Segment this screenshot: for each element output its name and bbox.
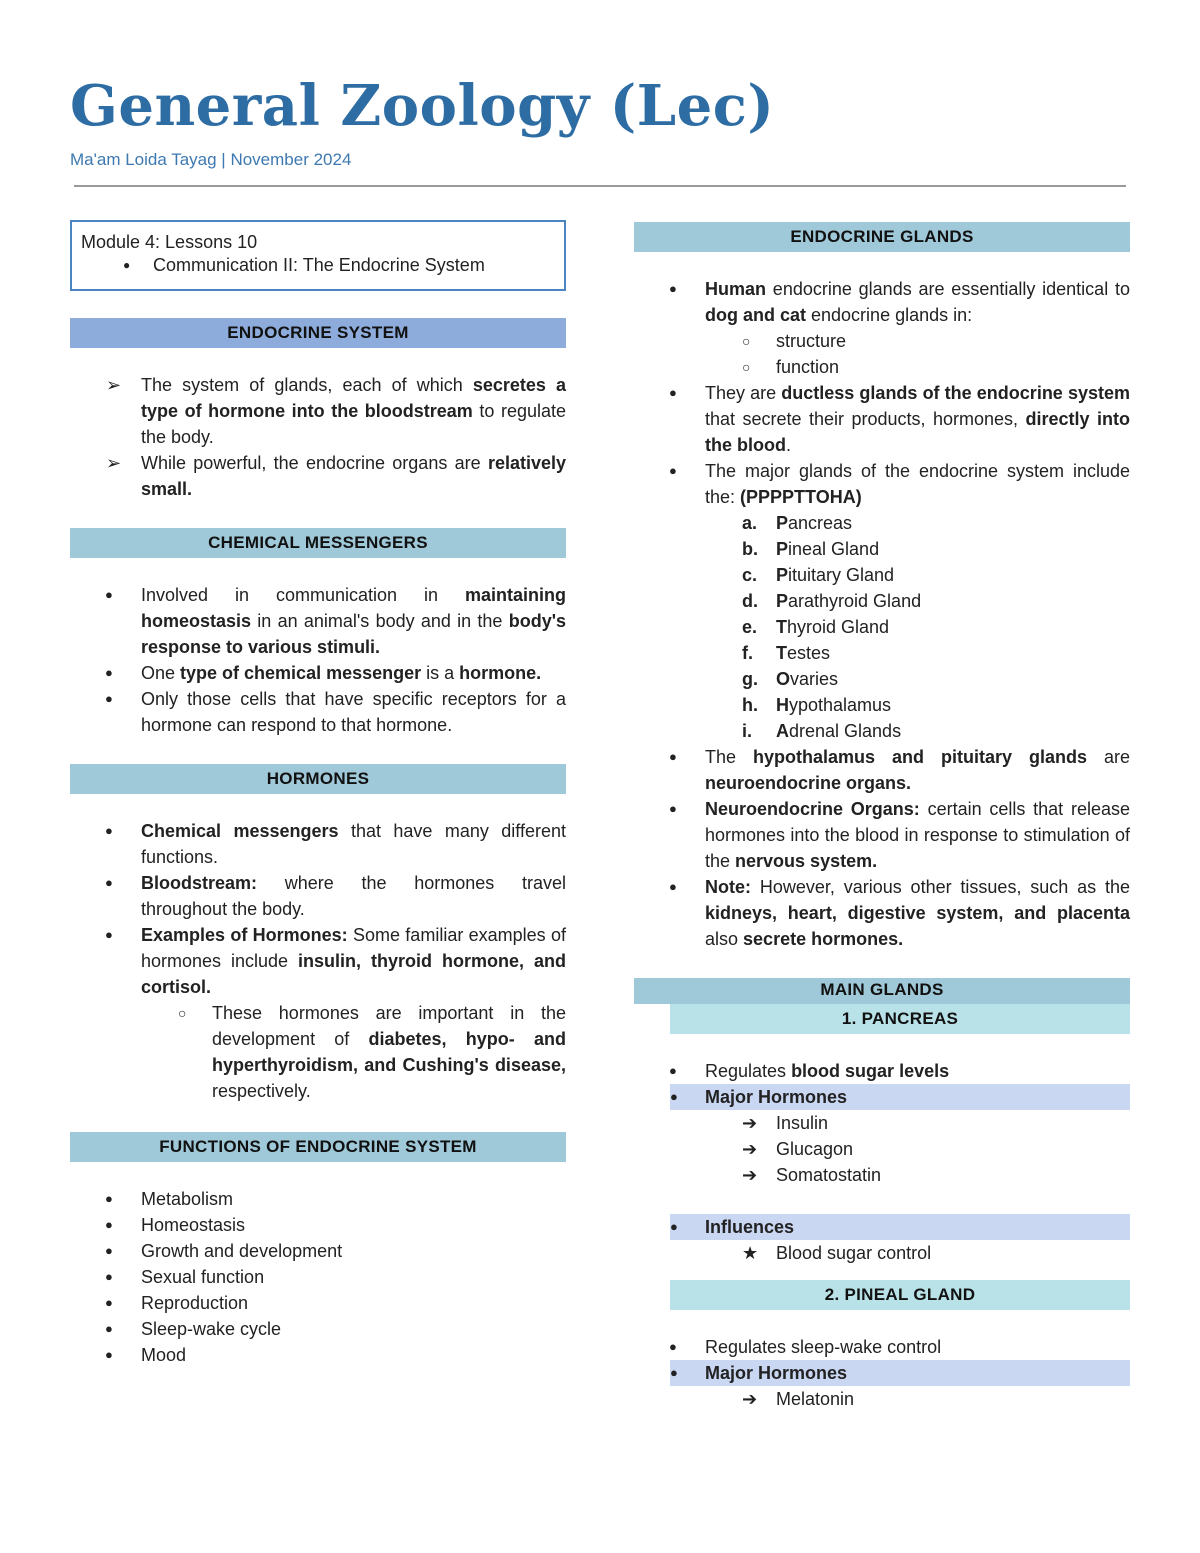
gland-initial: H [776,695,789,715]
list-item [70,686,566,738]
section-heading-endocrine-glands: ENDOCRINE GLANDS [634,222,1130,252]
list-item-text: Metabolism [141,1189,234,1209]
gland-item [634,614,1130,640]
subheading-pancreas: 1. PANCREAS [670,1004,1130,1034]
module-box [70,220,566,291]
document-title: General Zoology (Lec) [70,73,775,139]
list-item [70,870,566,922]
list-item [634,380,1130,458]
bullet-icon: ● [670,1089,678,1104]
list-item-text: Regulates blood sugar levels [705,1061,950,1081]
module-topic-text: Communication II: The Endocrine System [153,255,485,275]
bullet-icon: ● [105,1191,113,1206]
bullet-icon: ● [670,1365,678,1380]
list-item [70,450,566,502]
subheading-pineal-gland: 2. PINEAL GLAND [670,1280,1130,1310]
list-item-text: Examples of Hormones: Some familiar examples of hormones include insulin, thyroid hormone, and cortisol. [141,925,566,997]
endocrine-glands-sublist [634,328,1130,380]
gland-letter: g. [742,669,758,689]
list-item [634,1110,1130,1136]
list-item-text: structure [776,331,847,351]
arrowhead-icon: ➢ [106,453,122,473]
list-item-text: Mood [141,1345,187,1365]
gland-name-rest: ineal Gland [788,539,880,559]
gland-initial: A [776,721,789,741]
module-topic [81,254,556,277]
endocrine-glands-list-3 [634,744,1130,952]
list-item-text: While powerful, the endocrine organs are relatively small. [141,453,566,499]
gland-name-rest: ituitary Gland [788,565,895,585]
list-item [70,818,566,870]
gland-item [634,692,1130,718]
list-item-major-hormones [670,1360,1130,1386]
list-item-text: Bloodstream: where the hormones travel throughout the body. [141,873,566,919]
section-heading-endocrine-system: ENDOCRINE SYSTEM [70,318,566,348]
list-item-text: Sleep-wake cycle [141,1319,282,1339]
gland-initial: P [776,591,789,611]
left-column [70,220,566,1368]
arrow-right-icon: ➔ [742,1389,758,1409]
gland-letter: f. [742,643,753,663]
list-item-text: function [776,357,840,377]
list-item [634,458,1130,510]
endocrine-system-list [70,372,566,502]
list-item [70,1290,566,1316]
major-hormones-label: Major Hormones [705,1087,848,1107]
list-item [70,1212,566,1238]
bullet-icon: ● [105,1217,113,1232]
list-item-text: Blood sugar control [776,1243,932,1263]
hollow-bullet-icon: ○ [742,359,751,375]
list-item-text: Only those cells that have specific receptors for a hormone can respond to that hormone. [141,689,566,735]
list-item-text: The system of glands, each of which secretes a type of hormone into the bloodstream to regulate the body. [141,375,566,447]
bullet-icon: ● [105,1295,113,1310]
bullet-icon: ● [105,587,113,602]
module-label: Module 4: Lessons 10 [81,232,258,252]
gland-letter: a. [742,513,758,533]
gland-item [634,536,1130,562]
list-item-text: Neuroendocrine Organs: certain cells that release hormones into the blood in response to stimulation of the nervous system. [705,799,1130,871]
gland-letter: b. [742,539,758,559]
gland-item [634,562,1130,588]
gland-initial: P [776,539,789,559]
bullet-icon: ● [669,749,677,764]
list-item [634,1386,1130,1412]
list-item-text: Homeostasis [141,1215,246,1235]
right-column [634,222,1130,1412]
list-item-text: One type of chemical messenger is a hormone. [141,663,542,683]
gland-initial: O [776,669,791,689]
bullet-icon: ● [105,1321,113,1336]
pineal-list [634,1334,1130,1386]
gland-letter: h. [742,695,758,715]
list-item-text: The hypothalamus and pituitary glands are neuroendocrine organs. [705,747,1130,793]
list-item [70,1316,566,1342]
list-item-major-hormones [670,1084,1130,1110]
list-item-text: Involved in communication in maintaining homeostasis in an animal's body and in the body's response to various stimuli. [141,585,566,657]
list-item-text: Melatonin [776,1389,855,1409]
bullet-icon: ● [669,463,677,478]
list-item-text: Human endocrine glands are essentially identical to dog and cat endocrine glands in: [705,279,1130,325]
bullet-icon: ● [105,927,113,942]
list-item-text: Sexual function [141,1267,265,1287]
list-item-text: Note: However, various other tissues, such as the kidneys, heart, digestive system, and placenta also secrete hormones. [705,877,1130,949]
bullet-icon: ● [670,1219,678,1234]
gland-name-rest: ypothalamus [789,695,892,715]
list-item [634,354,1130,380]
list-item [634,1162,1130,1188]
endocrine-glands-list [634,276,1130,328]
bullet-icon: ● [105,875,113,890]
bullet-icon: ● [105,691,113,706]
list-item [634,276,1130,328]
list-item [70,922,566,1000]
list-item [634,1334,1130,1360]
gland-letter: d. [742,591,758,611]
major-glands-list [634,510,1130,744]
section-heading-hormones: HORMONES [70,764,566,794]
endocrine-glands-list-2 [634,380,1130,510]
bullet-icon: ● [105,1269,113,1284]
section-heading-functions: FUNCTIONS OF ENDOCRINE SYSTEM [70,1132,566,1162]
list-item-influences [670,1214,1130,1240]
hormones-list [70,818,566,1000]
list-item [70,660,566,686]
gland-item [634,640,1130,666]
functions-list [70,1186,566,1368]
pineal-hormones-list [634,1386,1130,1412]
pancreas-hormones-list [634,1110,1130,1188]
star-icon: ★ [742,1243,759,1263]
title-divider [74,185,1126,187]
bullet-icon: ● [669,1063,677,1078]
list-item-text: Reproduction [141,1293,249,1313]
gland-item [634,718,1130,744]
pancreas-influences-list [634,1214,1130,1240]
pancreas-list [634,1058,1130,1110]
gland-letter: i. [742,721,753,741]
bullet-icon: ● [105,823,113,838]
list-item [634,1240,1130,1266]
list-item [70,1238,566,1264]
gland-name-rest: varies [790,669,839,689]
bullet-icon: ● [105,1347,113,1362]
hollow-bullet-icon: ○ [178,1005,187,1021]
bullet-icon: ● [105,665,113,680]
gland-letter: c. [742,565,758,585]
gland-name-rest: drenal Glands [789,721,902,741]
influences-sublist [634,1240,1130,1266]
list-item-text: Insulin [776,1113,829,1133]
list-item [70,582,566,660]
gland-name-rest: arathyroid Gland [788,591,922,611]
list-item-text: Glucagon [776,1139,854,1159]
gland-name-rest: hyroid Gland [787,617,890,637]
hormones-sublist [70,1000,566,1104]
list-item [634,1136,1130,1162]
gland-initial: P [776,513,789,533]
gland-name-rest: estes [787,643,831,663]
list-item-text: Somatostatin [776,1165,882,1185]
document-subtitle: Ma'am Loida Tayag | November 2024 [70,150,352,169]
bullet-icon: ● [669,385,677,400]
list-item [634,328,1130,354]
list-item-text: Regulates sleep-wake control [705,1337,942,1357]
gland-name-rest: ancreas [788,513,853,533]
list-item-text: They are ductless glands of the endocrine system that secrete their products, hormones, directly into the blood. [705,383,1131,455]
arrow-right-icon: ➔ [742,1113,758,1133]
list-item [70,1342,566,1368]
bullet-icon: ● [669,801,677,816]
list-item-text: Growth and development [141,1241,343,1261]
gland-initial: T [776,617,787,637]
list-item [634,744,1130,796]
chemical-messengers-list [70,582,566,738]
arrow-right-icon: ➔ [742,1165,758,1185]
major-hormones-label: Major Hormones [705,1363,848,1383]
bullet-icon: ● [669,281,677,296]
list-item [634,796,1130,874]
gland-item [634,666,1130,692]
bullet-icon: ● [105,1243,113,1258]
list-item [634,1058,1130,1084]
list-item-text: The major glands of the endocrine system include the: (PPPPTTOHA) [705,461,1130,507]
gland-initial: T [776,643,787,663]
bullet-icon: ● [669,1339,677,1354]
list-item [70,372,566,450]
influences-label: Influences [705,1217,795,1237]
bullet-icon: ● [669,879,677,894]
list-item [70,1000,566,1104]
section-heading-main-glands: MAIN GLANDS [634,978,1130,1004]
list-item [634,874,1130,952]
section-heading-chemical-messengers: CHEMICAL MESSENGERS [70,528,566,558]
list-item-text: Chemical messengers that have many different functions. [141,821,566,867]
gland-item [634,588,1130,614]
list-item [70,1186,566,1212]
arrow-right-icon: ➔ [742,1139,758,1159]
gland-item [634,510,1130,536]
list-item-text: These hormones are important in the development of diabetes, hypo- and hyperthyroidism, and Cushing's disease, respectively. [212,1003,566,1101]
hollow-bullet-icon: ○ [742,333,751,349]
arrowhead-icon: ➢ [106,375,122,395]
gland-initial: P [776,565,789,585]
gland-letter: e. [742,617,758,637]
list-item [70,1264,566,1290]
